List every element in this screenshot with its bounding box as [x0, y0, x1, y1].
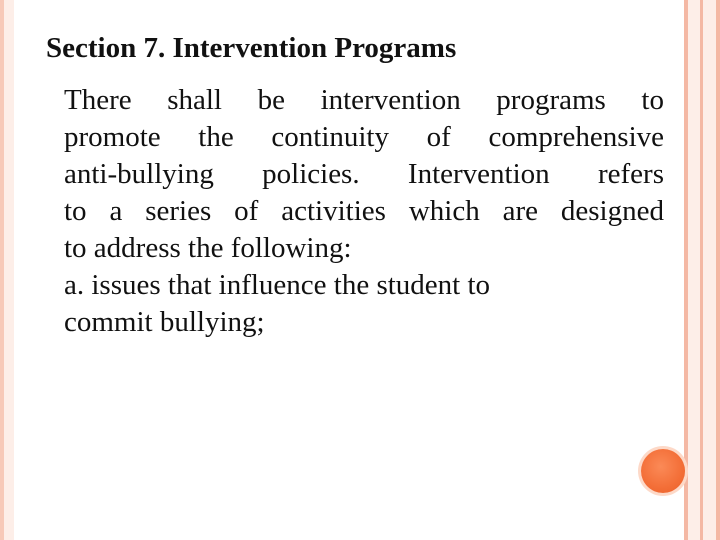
list-item-a: a. issues that influence the student to: [64, 269, 491, 301]
body-line: to address the following:: [64, 232, 352, 264]
list-item-a-continued: commit bullying;: [64, 306, 265, 338]
body-line: to a series of activities which are designed: [64, 195, 664, 227]
decorative-circle: [641, 449, 685, 493]
body-line: promote the continuity of comprehensive: [64, 121, 664, 153]
right-stripe: [703, 0, 716, 540]
right-stripe: [688, 0, 700, 540]
left-border-stripe: [0, 0, 14, 540]
slide-title: Section 7. Intervention Programs: [46, 32, 457, 64]
body-line: There shall be intervention programs to: [64, 84, 664, 116]
body-line: anti-bullying policies. Intervention refers: [64, 158, 664, 190]
right-border-stripes: [680, 0, 720, 540]
slide-body: [64, 82, 664, 341]
right-stripe: [716, 0, 720, 540]
